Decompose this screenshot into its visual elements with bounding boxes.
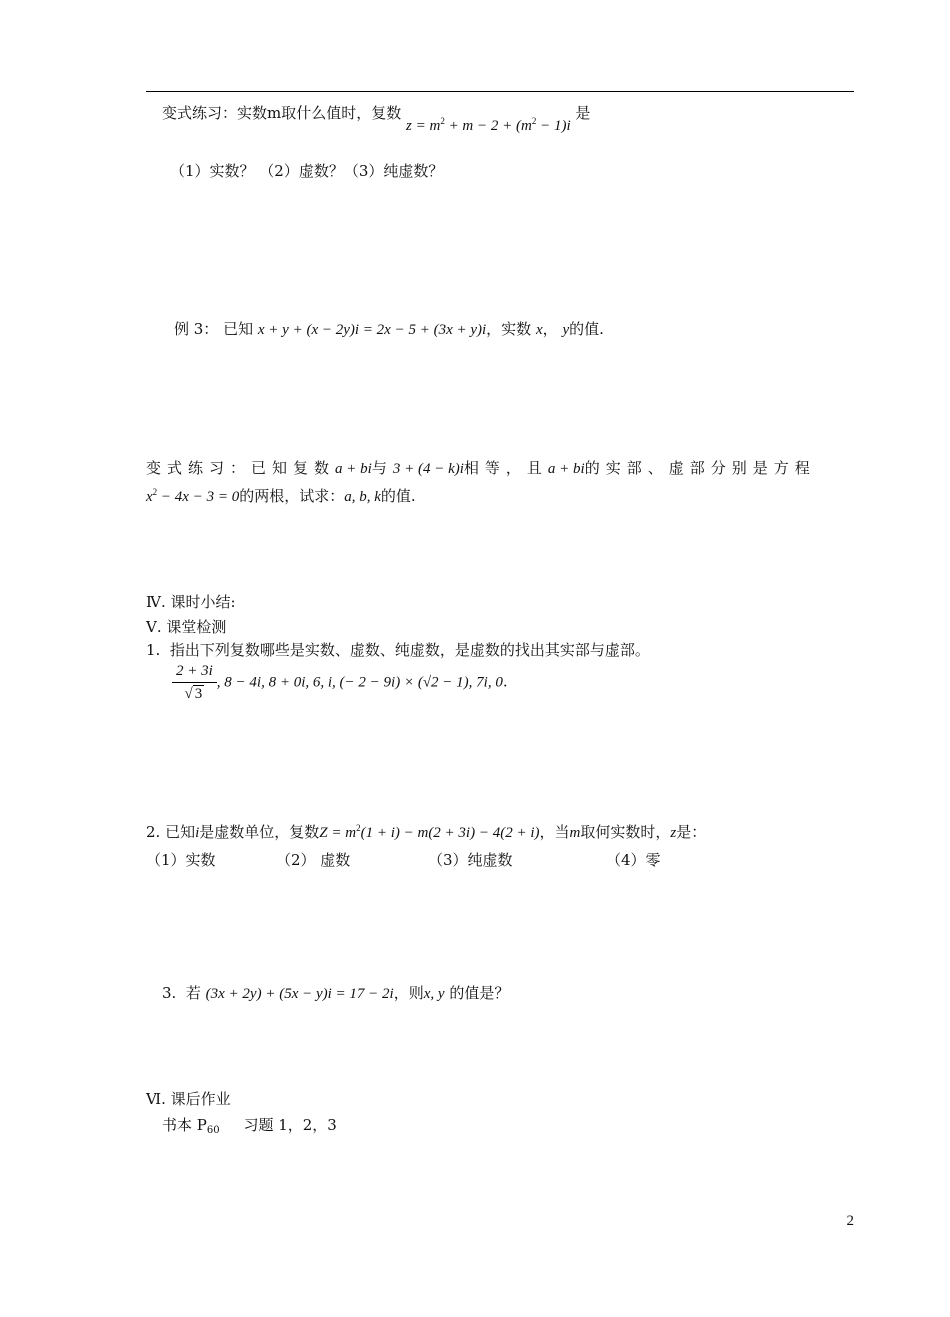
variant2-text1: 变式练习：已知复数 xyxy=(146,459,336,477)
variant2-text3: 相等，且 xyxy=(463,459,548,477)
variant1-options: （1）实数？ （2）虚数？（3）纯虚数？ xyxy=(170,162,444,180)
q2-text5: 是： xyxy=(676,823,707,841)
variant1-text: 变式练习：实数m取什么值时，复数 xyxy=(162,104,402,122)
q2-var-z: z xyxy=(670,825,677,841)
variant1-line xyxy=(162,104,591,134)
q2-opt4: （4）零 xyxy=(606,851,661,869)
section4-heading: Ⅳ. 课时小结: xyxy=(146,593,236,611)
page-number: 2 xyxy=(846,1213,854,1229)
variant2-line2 xyxy=(146,487,416,506)
variant2-f3: a + bi xyxy=(547,461,585,477)
q1-fraction xyxy=(172,662,217,703)
q2-text3: ，当 xyxy=(539,823,570,841)
variant2-f5: a, b, k xyxy=(344,489,381,505)
variant2-f1: a + bi xyxy=(335,461,372,477)
variant1-suffix: 是 xyxy=(575,104,591,122)
example3-label: 例 3： xyxy=(174,320,219,338)
homework-line xyxy=(162,1116,337,1137)
q3-end: 的值是？ xyxy=(449,984,510,1002)
q3-label: 3. xyxy=(162,984,177,1002)
q2-opt1: （1）实数 xyxy=(146,851,216,869)
example3-formula: x + y + (x − 2y)i = 2x − 5 + (3x + y)i xyxy=(257,322,487,338)
variant2-text6: 的值. xyxy=(380,487,416,505)
example3-var-y: y xyxy=(562,322,570,338)
example3-suffix: ，实数 xyxy=(486,320,532,338)
q1-fraction-numerator: 2 + 3i xyxy=(172,662,217,683)
q1-line xyxy=(146,641,650,659)
example3-end: 的值. xyxy=(569,320,604,338)
q1-fraction-denominator: √ 3 xyxy=(184,686,203,702)
variant2-text5: 的两根，试求： xyxy=(239,487,345,505)
q3-vars: x, y xyxy=(423,986,445,1002)
example3-sep: ， xyxy=(542,320,558,338)
q3-line xyxy=(162,984,509,1003)
q2-line xyxy=(146,823,706,842)
example3-var-x: x xyxy=(535,322,543,338)
q1-end: . xyxy=(502,672,508,691)
example3-line xyxy=(174,320,604,339)
q2-text1: 2. 已知 xyxy=(146,823,196,841)
variant1-formula: $z = m^2 + m - 2 + (m^2 - 1)i$ xyxy=(406,116,571,134)
q2-var-i: i xyxy=(195,825,200,841)
section6-heading: Ⅵ. 课后作业 xyxy=(146,1090,231,1108)
q2-opt2: （2） 虚数 xyxy=(276,851,351,869)
q2-text4: 取何实数时， xyxy=(580,823,671,841)
q2-opt3: （3）纯虚数 xyxy=(428,851,513,869)
homework-book: 书本 P xyxy=(162,1116,207,1134)
variant2-f2: 3 + (4 − k)i xyxy=(392,461,464,477)
q2-var-m: m xyxy=(569,825,581,841)
q1-fraction-radicand: 3 xyxy=(194,686,203,702)
variant2-f4: $x^2 - 4x - 3 = 0$ xyxy=(146,487,240,505)
homework-page: 60 xyxy=(206,1125,220,1136)
homework-exercise: 习题 1，2，3 xyxy=(243,1116,337,1134)
variant2-line1 xyxy=(146,459,816,478)
variant2-text4: 的实部、虚部分别是方程 xyxy=(584,459,816,477)
q3-formula: (3x + 2y) + (5x − y)i = 17 − 2i xyxy=(205,986,394,1002)
q3-text: ，则 xyxy=(393,984,424,1002)
q2-formula: $Z = m^2(1 + i) - m(2 + 3i) - 4(2 + i)$ xyxy=(319,823,540,841)
q1-text: 指出下列复数哪些是实数、虚数、纯虚数，是虚数的找出其实部与虚部。 xyxy=(169,641,650,659)
q1-list: , 8 − 4i, 8 + 0i, 6, i, (− 2 − 9i) × (√2 − 1), 7i, 0 xyxy=(216,674,503,691)
q1-label: 1. xyxy=(146,641,161,659)
q1-formula-line xyxy=(172,662,508,703)
variant2-text2: 与 xyxy=(371,459,393,477)
header-rule xyxy=(146,91,854,92)
section5-heading: Ⅴ. 课堂检测 xyxy=(146,618,227,636)
q3-prefix: 若 xyxy=(185,984,201,1002)
example3-prefix: 已知 xyxy=(223,320,254,338)
q2-text2: 是虚数单位，复数 xyxy=(199,823,320,841)
